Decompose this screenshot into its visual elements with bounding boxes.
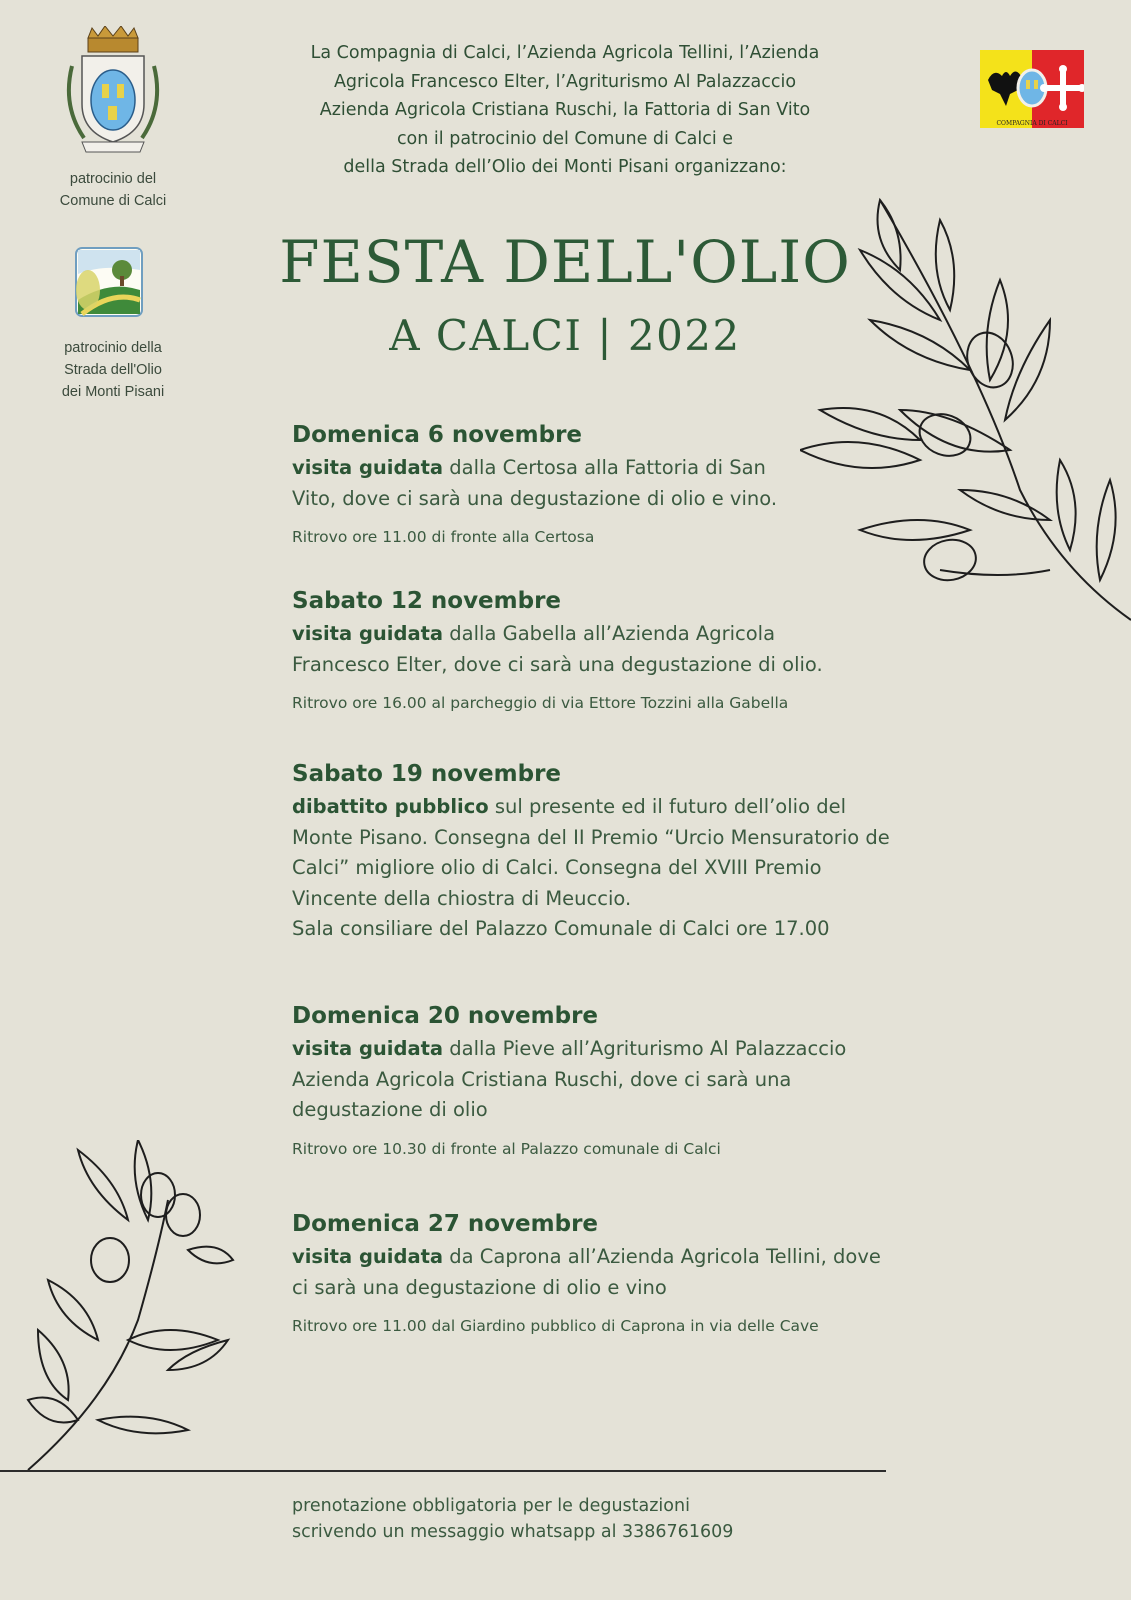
event-3-description: [292, 792, 902, 914]
footer-divider: [0, 1470, 886, 1472]
event-5-day: Domenica 27 novembre: [292, 1211, 599, 1237]
event-2-note: Ritrovo ore 16.00 al parcheggio di via Ettore Tozzini alla Gabella: [292, 694, 789, 712]
strada-sponsor-line1: patrocinio della: [64, 340, 162, 356]
festival-title: FESTA DELL'OLIO: [279, 228, 851, 296]
event-2-day: Sabato 12 novembre: [292, 588, 562, 614]
event-4-text: dalla Pieve all’Agriturismo Al Palazzaccio Azienda Agricola Cristiana Ruschi, dove ci sarà una degustazione di olio: [292, 1037, 847, 1121]
compagnia-di-calci-flag-icon: [980, 50, 1084, 128]
event-2-text: dalla Gabella all’Azienda Agricola Francesco Elter, dove ci sarà una degustazione di olio.: [292, 622, 823, 676]
event-5-description: [292, 1242, 882, 1303]
event-2-description: [292, 619, 872, 680]
event-2-activity: visita guidata: [292, 622, 444, 645]
event-1-day: Domenica 6 novembre: [292, 422, 583, 448]
event-4-day: Domenica 20 novembre: [292, 1003, 599, 1029]
event-1: [292, 419, 932, 548]
event-4: [292, 1000, 932, 1160]
event-3-activity: dibattito pubblico: [292, 795, 489, 818]
strada-sponsor-line3: dei Monti Pisani: [61, 384, 165, 400]
event-1-text: dalla Certosa alla Fattoria di San Vito, dove ci sarà una degustazione di olio e vino.: [292, 456, 778, 510]
comune-di-calci-crest-icon: [58, 26, 168, 164]
event-3: [292, 758, 932, 945]
olive-branch-small-illustration-icon: [18, 1140, 248, 1475]
event-4-activity: visita guidata: [292, 1037, 444, 1060]
intro-paragraph: La Compagnia di Calci, l’Azienda Agricola Tellini, l’Azienda Agricola Francesco Elter, l’Agriturismo Al Palazzaccio Azienda Agricola Cristiana Ruschi, la Fattoria di San Vito con il patrocinio del Comune di Calci e della Strada dell’Olio dei Monti Pisani organizzano:: [310, 43, 820, 177]
booking-info: [292, 1493, 932, 1545]
event-3-text: sul presente ed il futuro dell’olio del Monte Pisano. Consegna del II Premio “Urcio Mensuratorio de Calci” migliore olio di Calci. Consegna del XVIII Premio Vincente della chiostra di Meuccio.: [292, 795, 890, 910]
event-2: [292, 585, 932, 714]
event-4-description: [292, 1034, 882, 1126]
strada-sponsor-label: [38, 337, 188, 403]
olive-branch-illustration-icon: [800, 190, 1131, 640]
comune-sponsor-line2: Comune di Calci: [59, 193, 167, 209]
event-1-description: [292, 453, 812, 514]
event-5-activity: visita guidata: [292, 1245, 444, 1268]
festival-subtitle: A CALCI | 2022: [389, 311, 741, 360]
event-5-text: da Caprona all’Azienda Agricola Tellini, dove ci sarà una degustazione di olio e vino: [292, 1245, 881, 1299]
event-1-activity: visita guidata: [292, 456, 444, 479]
event-3-day: Sabato 19 novembre: [292, 761, 562, 787]
comune-sponsor-label: [38, 168, 188, 212]
event-3-location: Sala consiliare del Palazzo Comunale di Calci ore 17.00: [292, 917, 830, 940]
event-5-note: Ritrovo ore 11.00 dal Giardino pubblico di Caprona in via delle Cave: [292, 1317, 819, 1335]
comune-sponsor-line1: patrocinio del: [69, 171, 157, 187]
event-5: [292, 1208, 932, 1337]
event-4-note: Ritrovo ore 10.30 di fronte al Palazzo comunale di Calci: [292, 1139, 721, 1158]
booking-info-line1: prenotazione obbligatoria per le degustazioni: [292, 1496, 690, 1516]
strada-sponsor-line2: Strada dell'Olio: [64, 362, 162, 378]
event-1-note: Ritrovo ore 11.00 di fronte alla Certosa: [292, 528, 595, 546]
strada-olio-logo-icon: [72, 246, 146, 320]
flag-caption: COMPAGNIA DI CALCI: [996, 120, 1068, 127]
booking-info-line2: scrivendo un messaggio whatsapp al 3386761609: [292, 1522, 734, 1542]
